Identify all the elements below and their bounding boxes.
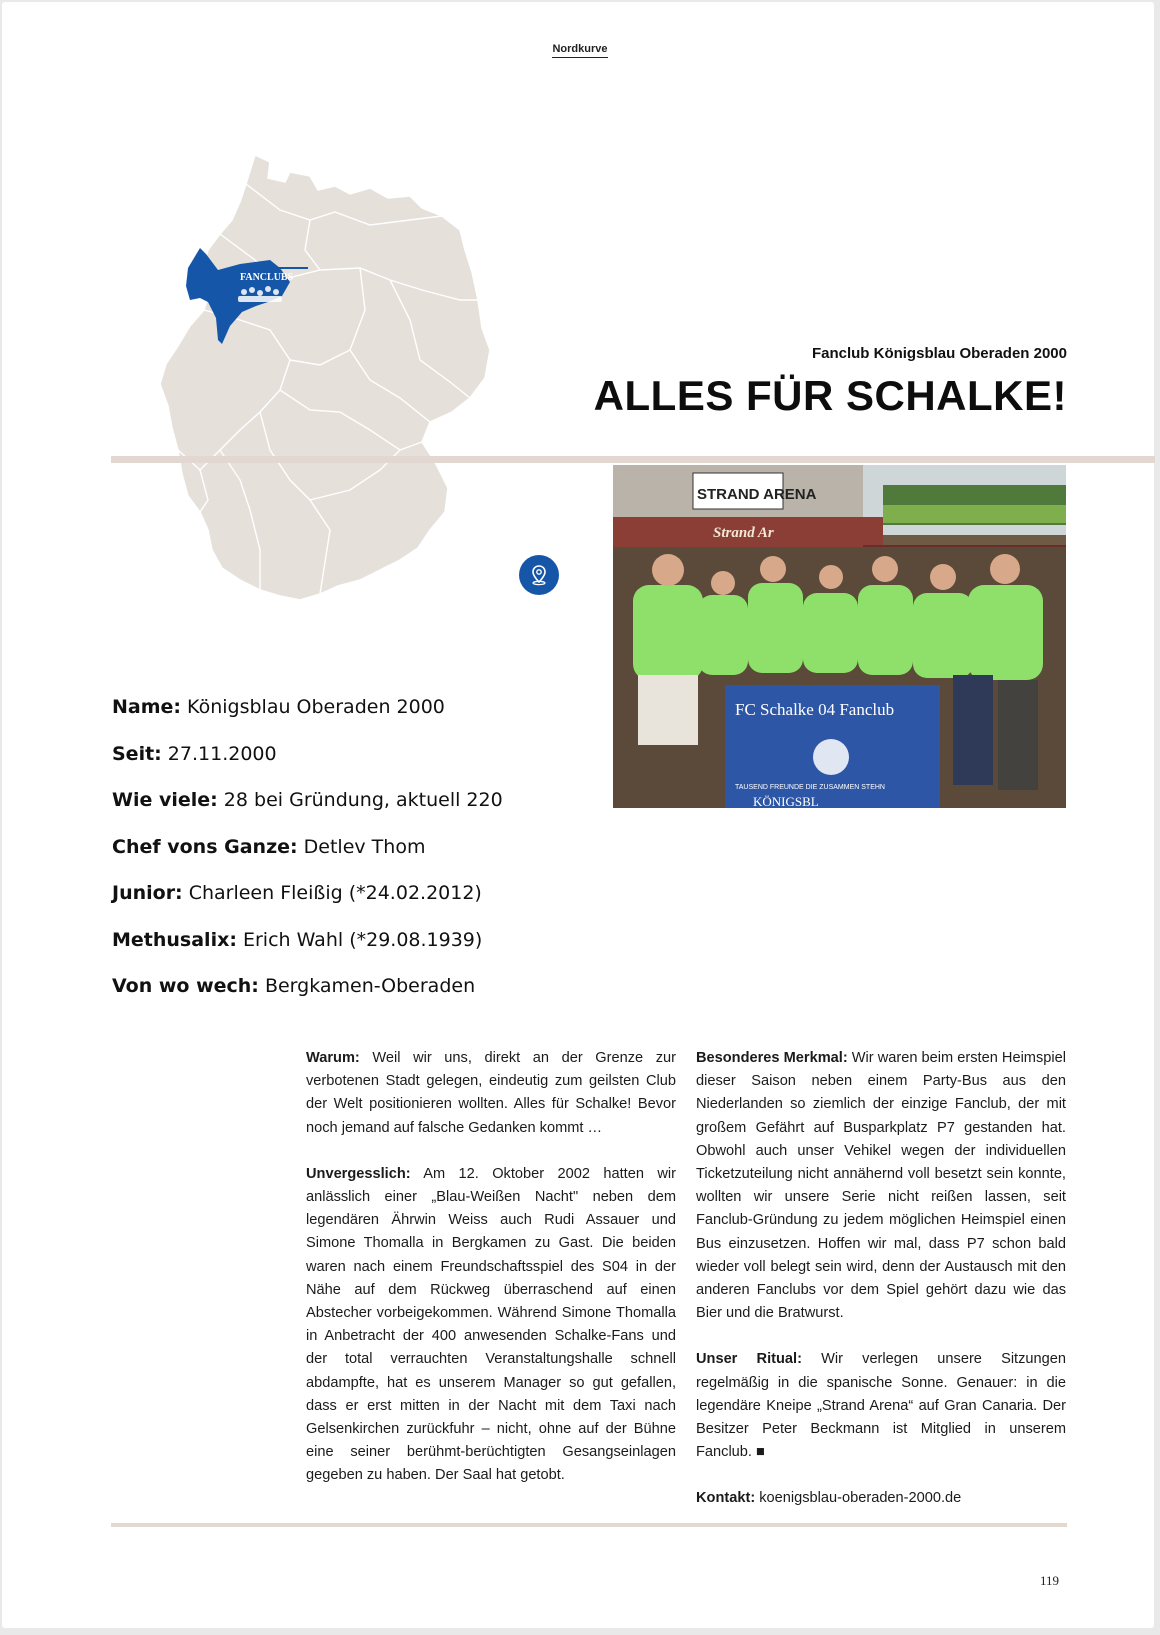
- people-group: [633, 583, 1043, 680]
- paragraph-unvergesslich: Unvergesslich: Am 12. Oktober 2002 hatten wir anlässlich einer „Blau-Weißen Nacht" neben dem legendären Ährwin Weiss auch Rudi Assauer und Simone Thomalla in Bergkamen zu Gast. Die beiden waren nach einem Freundschaftsspiel des S04 in der Nähe auf dem Rückweg überraschend auf einen Abstecher vorbeigekommen. Während Simone Thomalla in Anbetracht der 400 anwesenden Schalke-Fans und der total verrauchten Veranstaltungshalle schnell abdampfte, hat es unserem Manager so gut gefallen, dass er erst mitten in der Nacht mit dem Taxi nach Gelsenkirchen zurückfuhr – nicht, ohne auf der Bühne eine seiner berühmt-berüchtigten Gesangseinlagen gegeben zu haben. Der Saal hat getobt.: [306, 1165, 676, 1484]
- section-label: Nordkurve: [0, 43, 1160, 55]
- body-column-right: [696, 1047, 1066, 1534]
- fanclubs-label: FANCLUBS: [240, 272, 294, 283]
- article-kicker: Fanclub Königsblau Oberaden 2000: [811, 345, 1067, 362]
- fanclub-group-photo: [613, 465, 1066, 808]
- body-column-left: [306, 1047, 676, 1511]
- banner-subtitle: TAUSEND FREUNDE DIE ZUSAMMEN STEHN: [735, 784, 885, 791]
- germany-outline: [160, 155, 490, 600]
- contact-link[interactable]: koenigsblau-oberaden-2000.de: [755, 1490, 962, 1507]
- location-pin-icon: [528, 564, 550, 586]
- paragraph-kontakt[interactable]: Kontakt: koenigsblau-oberaden-2000.de: [696, 1490, 962, 1507]
- paragraph-ritual: Unser Ritual: Wir verlegen unsere Sitzungen regelmäßig in die spanische Sonne. Genauer: in die legendäre Kneipe „Strand Arena“ auf Gran Canaria. Der Besitzer Peter Beckmann ist Mitglied in unserem Fanclub. ■: [696, 1351, 1066, 1461]
- fact-name: Name: Königsblau Oberaden 2000: [112, 696, 445, 718]
- fact-junior: Junior: Charleen Fleißig (*24.02.2012): [112, 882, 482, 904]
- sign-strand-arena: STRAND ARENA: [697, 486, 817, 503]
- fact-methusalix: Methusalix: Erich Wahl (*29.08.1939): [112, 928, 483, 951]
- paragraph-warum: Warum: Weil wir uns, direkt an der Grenze zur verbotenen Stadt gelegen, eindeutig zum geilsten Club der Welt positionieren wollten. Alles für Schalke! Bevor noch jemand auf falsche Gedanken kommt …: [306, 1050, 676, 1136]
- top-divider: [111, 456, 1155, 463]
- article-headline: ALLES FÜR SCHALKE!: [593, 372, 1067, 419]
- fanclub-facts: [112, 694, 503, 1020]
- location-pin-badge: [519, 555, 559, 595]
- germany-map: [160, 150, 520, 610]
- sign-strand-arena-2: Strand Ar: [713, 525, 774, 541]
- banner-title: FC Schalke 04 Fanclub: [735, 700, 895, 719]
- fact-chef: Chef vons Ganze: Detlev Thom: [112, 835, 426, 858]
- banner-bottom: KÖNIGSBL: [753, 794, 819, 808]
- bottom-divider: [111, 1523, 1067, 1527]
- paragraph-merkmal: Besonderes Merkmal: Wir waren beim ersten Heimspiel dieser Saison neben einem Party-Bus aus den Niederlanden so ziemlich der einzige Fanclub, der mit großem Gefährt auf Busparkplatz P7 gestanden hat. Obwohl auch unser Vehikel wegen der individuellen Ticketzuteilung nicht annähernd voll besetzt sein konnte, wollten wir unsere Serie nicht reißen lassen, seit Fanclub-Gründung zu jedem möglichen Heimspiel einen Bus einzusetzen. Hoffen wir mal, dass P7 schon bald wieder voll belegt sein wird, denn der Austausch mit den anderen Fanclubs vor dem Spiel gehört dazu wie das Bier und die Bratwurst.: [696, 1050, 1066, 1322]
- fact-wie-viele: Wie viele: 28 bei Gründung, aktuell 220: [112, 789, 503, 811]
- fact-von-wo-wech: Von wo wech: Bergkamen-Oberaden: [112, 975, 476, 997]
- fact-seit: Seit: 27.11.2000: [112, 742, 277, 765]
- page-number: 119: [1040, 1573, 1060, 1588]
